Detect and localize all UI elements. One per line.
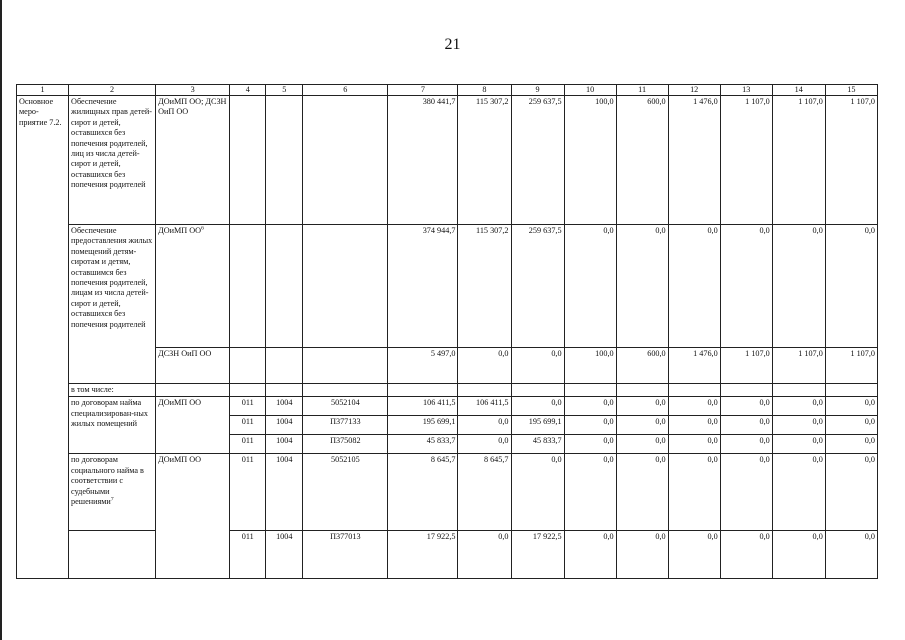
exec-cell: ДСЗН ОиП ОО xyxy=(156,348,230,384)
value-cell: 0,0 xyxy=(668,416,720,435)
value-cell: 0,0 xyxy=(825,531,877,579)
exec-cell: ДОиМП ОО xyxy=(156,454,230,579)
value-cell: 259 637,5 xyxy=(511,96,564,225)
value-cell: 0,0 xyxy=(772,397,825,416)
value-cell: 8 645,7 xyxy=(458,454,511,531)
header-cell: 5 xyxy=(266,85,303,96)
table-row xyxy=(17,384,878,397)
value-cell: 259 637,5 xyxy=(511,225,564,348)
value-cell: 0,0 xyxy=(616,225,668,348)
value-cell: 0,0 xyxy=(668,531,720,579)
value-cell: 17 922,5 xyxy=(511,531,564,579)
value-cell: 8 645,7 xyxy=(388,454,458,531)
header-cell: 6 xyxy=(303,85,388,96)
header-cell: 9 xyxy=(511,85,564,96)
header-cell: 4 xyxy=(230,85,266,96)
value-cell: 0,0 xyxy=(825,397,877,416)
value-cell: 0,0 xyxy=(668,435,720,454)
value-cell: 1 107,0 xyxy=(825,348,877,384)
value-cell: 0,0 xyxy=(825,454,877,531)
value-cell: 0,0 xyxy=(511,454,564,531)
header-cell: 2 xyxy=(69,85,156,96)
header-cell: 15 xyxy=(825,85,877,96)
value-cell: 0,0 xyxy=(616,531,668,579)
main-measure-cell: Основное меро-приятие 7.2. xyxy=(17,96,69,579)
header-cell: 13 xyxy=(720,85,772,96)
header-cell: 8 xyxy=(458,85,511,96)
value-cell: 100,0 xyxy=(564,96,616,225)
value-cell: 195 699,1 xyxy=(511,416,564,435)
value-cell: 0,0 xyxy=(720,416,772,435)
value-cell: 0,0 xyxy=(668,225,720,348)
value-cell: 0,0 xyxy=(564,531,616,579)
exec-cell: ДОиМП $ОО^6$ xyxy=(156,225,230,348)
header-cell: 3 xyxy=(156,85,230,96)
exec-cell: ДОиМП ОО xyxy=(156,397,230,454)
value-cell: 0,0 xyxy=(772,454,825,531)
table-row: 011 1004 П375082 45 833,7 0,0 45 833,7 0,0 0,0 0,0 0,0 0,0 0,0 xyxy=(17,435,878,454)
value-cell: 0,0 xyxy=(564,454,616,531)
table-row: по договорам найма специализирован-ных жилых помещений ДОиМП ОО 011 1004 5052104 106 411,5 106 411,5 0,0 0,0 0,0 0,0 0,0 0,0 0,0 xyxy=(17,397,878,416)
value-cell: 45 833,7 xyxy=(511,435,564,454)
value-cell: 1 107,0 xyxy=(772,348,825,384)
value-cell: 0,0 xyxy=(825,225,877,348)
value-cell: 1 476,0 xyxy=(668,348,720,384)
header-cell: 12 xyxy=(668,85,720,96)
value-cell: 195 699,1 xyxy=(388,416,458,435)
table-row: 011 1004 П377133 195 699,1 0,0 195 699,1 0,0 0,0 0,0 0,0 0,0 0,0 xyxy=(17,416,878,435)
desc-cell: Обеспечение предоставления жилых помещений детям-сиротам и детям, оставшимся без попечения родителей, лицам из числа детей-сирот и детей, оставшихся без попечения родителей xyxy=(69,225,156,384)
value-cell: 0,0 xyxy=(511,397,564,416)
table-row: 011 1004 П377013 17 922,5 0,0 17 922,5 0,0 0,0 0,0 0,0 0,0 0,0 xyxy=(17,531,878,579)
value-cell: 0,0 xyxy=(825,435,877,454)
header-cell: 1 xyxy=(17,85,69,96)
value-cell: 0,0 xyxy=(668,454,720,531)
desc-cell: Обеспечение жилищных прав детей-сирот и детей, оставшихся без попечения родителей, лиц из числа детей-сирот и детей, оставшихся без попечения родителей xyxy=(69,96,156,225)
desc-cell: по договорам найма специализирован-ных жилых помещений xyxy=(69,397,156,454)
value-cell: 0,0 xyxy=(668,397,720,416)
value-cell: 0,0 xyxy=(616,454,668,531)
desc-cell: по договорам социального найма в соответствии с судебными решениями$^7$ xyxy=(69,454,156,531)
value-cell: 0,0 xyxy=(458,416,511,435)
value-cell: 1 107,0 xyxy=(772,96,825,225)
program-measures-table xyxy=(16,84,878,579)
value-cell: 0,0 xyxy=(564,397,616,416)
value-cell: 0,0 xyxy=(720,225,772,348)
table-row: по договорам социального найма в соответствии с судебными решениями$^7$ ДОиМП ОО 011 1004 5052105 8 645,7 8 645,7 0,0 0,0 0,0 0,0 0,0 0,0 0,0 xyxy=(17,454,878,531)
table-row xyxy=(17,225,878,348)
page-number: 21 xyxy=(444,36,461,53)
value-cell: 0,0 xyxy=(720,454,772,531)
table-row xyxy=(17,96,878,225)
value-cell: 115 307,2 xyxy=(458,96,511,225)
value-cell: 0,0 xyxy=(825,416,877,435)
value-cell: 0,0 xyxy=(564,435,616,454)
value-cell: 600,0 xyxy=(616,348,668,384)
value-cell: 1 476,0 xyxy=(668,96,720,225)
header-cell: 10 xyxy=(564,85,616,96)
value-cell: 1 107,0 xyxy=(825,96,877,225)
value-cell: 0,0 xyxy=(720,531,772,579)
value-cell: 0,0 xyxy=(458,531,511,579)
value-cell: 100,0 xyxy=(564,348,616,384)
header-cell: 11 xyxy=(616,85,668,96)
value-cell: 0,0 xyxy=(720,397,772,416)
value-cell: 0,0 xyxy=(772,531,825,579)
value-cell: 0,0 xyxy=(564,225,616,348)
value-cell: 5 497,0 xyxy=(388,348,458,384)
value-cell: 45 833,7 xyxy=(388,435,458,454)
value-cell: 115 307,2 xyxy=(458,225,511,348)
value-cell: 0,0 xyxy=(772,416,825,435)
value-cell: 600,0 xyxy=(616,96,668,225)
value-cell: 0,0 xyxy=(616,416,668,435)
page-left-border xyxy=(0,0,2,640)
value-cell: 0,0 xyxy=(772,225,825,348)
value-cell: 0,0 xyxy=(564,416,616,435)
including-label: в том числе: xyxy=(69,384,156,397)
value-cell: 380 441,7 xyxy=(388,96,458,225)
value-cell: 0,0 xyxy=(720,435,772,454)
header-row xyxy=(17,85,878,96)
value-cell: 0,0 xyxy=(458,435,511,454)
value-cell: 1 107,0 xyxy=(720,96,772,225)
value-cell: 0,0 xyxy=(616,435,668,454)
value-cell: 0,0 xyxy=(616,397,668,416)
value-cell: 106 411,5 xyxy=(388,397,458,416)
value-cell: 1 107,0 xyxy=(720,348,772,384)
value-cell: 106 411,5 xyxy=(458,397,511,416)
exec-cell: ДОиМП ОО; ДСЗН ОиП ОО xyxy=(156,96,230,225)
value-cell: 0,0 xyxy=(458,348,511,384)
value-cell: 17 922,5 xyxy=(388,531,458,579)
value-cell: 374 944,7 xyxy=(388,225,458,348)
value-cell: 0,0 xyxy=(511,348,564,384)
value-cell: 0,0 xyxy=(772,435,825,454)
header-cell: 7 xyxy=(388,85,458,96)
header-cell: 14 xyxy=(772,85,825,96)
